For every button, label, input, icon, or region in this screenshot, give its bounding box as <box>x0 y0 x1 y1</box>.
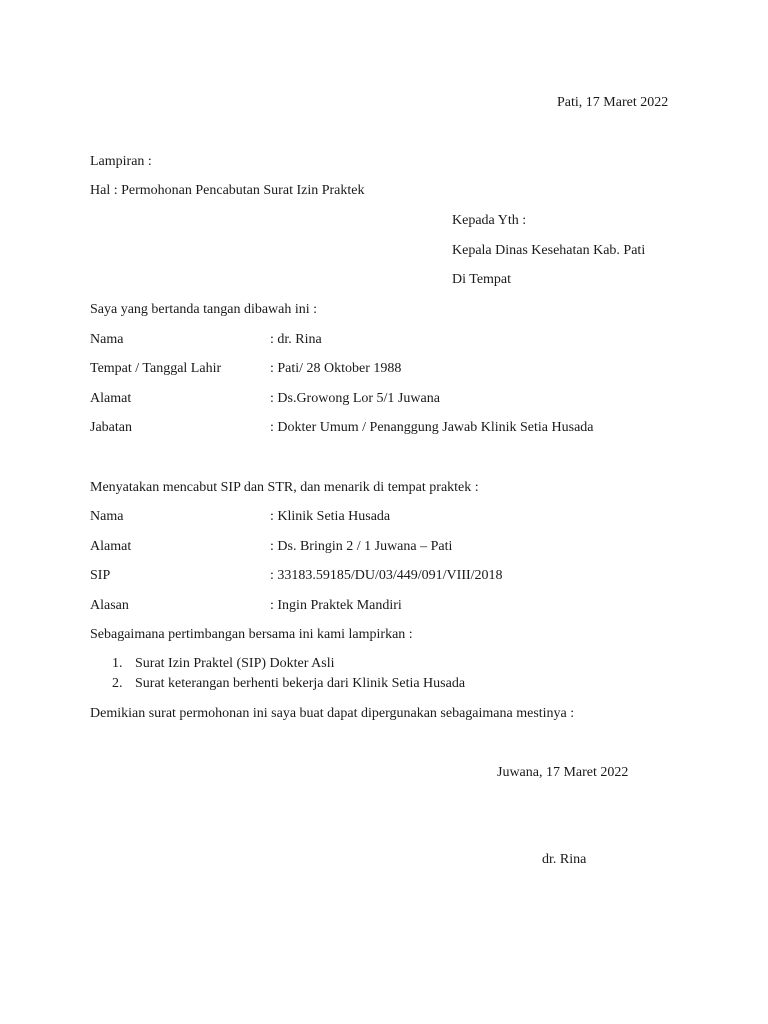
statement-text: Menyatakan mencabut SIP dan STR, dan menarik di tempat praktek : <box>90 480 479 495</box>
recipient-location: Di Tempat <box>452 272 512 287</box>
practice-value: : Ingin Praktek Mandiri <box>270 598 402 613</box>
identity-label: Tempat / Tanggal Lahir <box>90 361 222 376</box>
subject-line: Hal : Permohonan Pencabutan Surat Izin Praktek <box>90 183 365 198</box>
place-date: Pati, 17 Maret 2022 <box>557 95 669 110</box>
list-item-number: 1. <box>112 656 123 671</box>
practice-label: Alasan <box>90 598 129 613</box>
sign-place-date: Juwana, 17 Maret 2022 <box>497 765 629 780</box>
practice-value: : 33183.59185/DU/03/449/091/VIII/2018 <box>270 568 503 583</box>
practice-value: : Klinik Setia Husada <box>270 509 391 524</box>
signer-name: dr. Rina <box>542 852 587 867</box>
attachments-intro: Sebagaimana pertimbangan bersama ini kami lampirkan : <box>90 627 413 642</box>
identity-value: : Ds.Growong Lor 5/1 Juwana <box>270 391 440 406</box>
lampiran-line: Lampiran : <box>90 154 152 169</box>
identity-label: Nama <box>90 332 124 347</box>
practice-label: Alamat <box>90 539 132 554</box>
practice-value: : Ds. Bringin 2 / 1 Juwana – Pati <box>270 539 453 554</box>
identity-value: : dr. Rina <box>270 332 322 347</box>
identity-value: : Pati/ 28 Oktober 1988 <box>270 361 402 376</box>
recipient-greeting: Kepada Yth : <box>452 213 527 228</box>
intro-text: Saya yang bertanda tangan dibawah ini : <box>90 302 318 317</box>
identity-label: Jabatan <box>90 420 132 435</box>
practice-label: SIP <box>90 568 111 583</box>
identity-value: : Dokter Umum / Penanggung Jawab Klinik Setia Husada <box>270 420 594 435</box>
practice-label: Nama <box>90 509 124 524</box>
recipient-name: Kepala Dinas Kesehatan Kab. Pati <box>452 243 646 258</box>
list-item-number: 2. <box>112 676 123 691</box>
list-item: Surat keterangan berhenti bekerja dari Klinik Setia Husada <box>135 676 466 691</box>
identity-label: Alamat <box>90 391 132 406</box>
closing-text: Demikian surat permohonan ini saya buat dapat dipergunakan sebagaimana mestinya : <box>90 706 575 721</box>
list-item: Surat Izin Praktel (SIP) Dokter Asli <box>135 656 335 671</box>
